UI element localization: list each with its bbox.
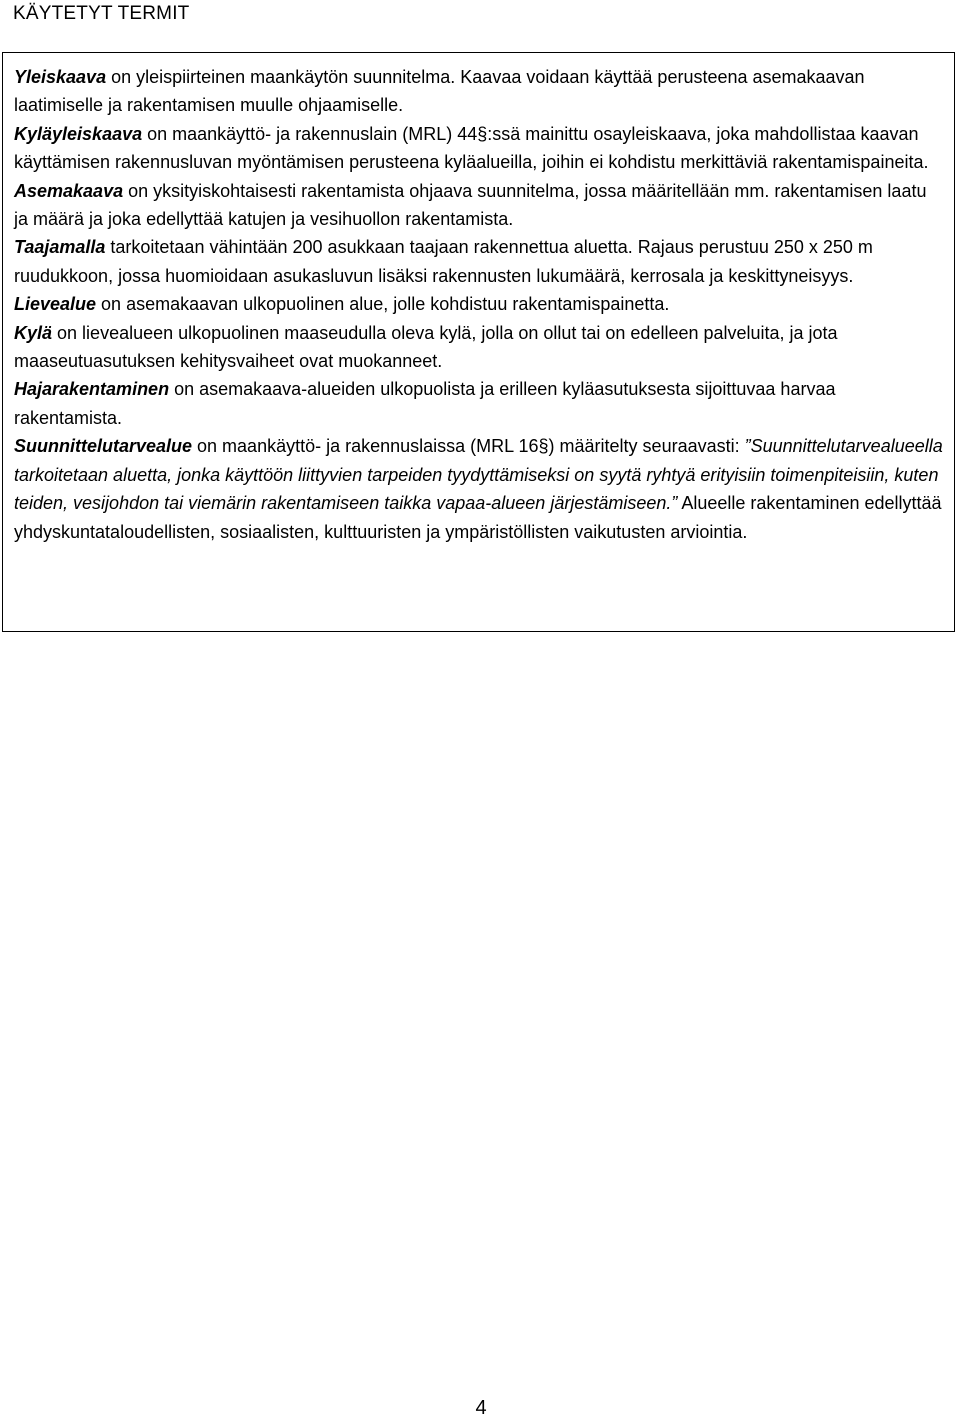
term-definition: on maankäyttö- ja rakennuslain (MRL) 44§:ssä mainittu osayleiskaava, joka mahdollistaa kaavan käyttämisen rakennusluvan myöntämisen perusteena kyläalueilla, joihin ei kohdistu merkittäviä rakentamispaineita. xyxy=(14,123,929,173)
term-word: Suunnittelutarvealue xyxy=(14,436,193,457)
term-entry-taajama xyxy=(14,233,944,290)
term-definition: on maankäyttö- ja rakennuslaissa (MRL 16§) määritelty seuraavasti: xyxy=(192,436,745,457)
term-entry-lievealue xyxy=(14,290,944,318)
page-number: 4 xyxy=(475,1397,487,1419)
term-word: Lievealue xyxy=(14,294,97,315)
term-entry-kylayleiskaava xyxy=(14,120,944,177)
term-word: Yleiskaava xyxy=(14,67,107,87)
term-definition: on yksityiskohtaisesti rakentamista ohjaava suunnitelma, jossa määritellään mm. rakentamisen laatu ja määrä ja joka edellyttää katujen ja vesihuollon rakentamista. xyxy=(14,180,927,230)
term-word: Kyläyleiskaava xyxy=(14,123,143,144)
term-entry-suunnittelutarvealue xyxy=(14,432,944,546)
term-definition: on lievealueen ulkopuolinen maaseudulla oleva kylä, jolla on ollut tai on edelleen palveluita, ja jota maaseutuasutuksen kehitysvaiheet ovat muokanneet. xyxy=(14,322,838,372)
term-word: Hajarakentaminen xyxy=(14,379,170,400)
term-definition-continued: Alueelle rakentaminen edellyttää yhdyskuntataloudellisten, sosiaalisten, kulttuuristen ja ympäristöllisten vaikutusten arviointia. xyxy=(14,493,942,542)
term-definition: tarkoitetaan vähintään 200 asukkaan taajaan rakennettua aluetta. Rajaus perustuu 250 x 250 m ruudukkoon, jossa huomioidaan asukasluvun lisäksi rakennusten lukumäärä, kerrosala ja keskittyneisyys. xyxy=(14,237,873,286)
term-entry-asemakaava xyxy=(14,177,944,234)
term-definition: on asemakaavan ulkopuolinen alue, jolle kohdistuu rakentamispainetta. xyxy=(96,294,670,315)
term-word: Asemakaava xyxy=(14,180,124,201)
term-word: Taajamalla xyxy=(14,237,106,258)
term-word: Kylä xyxy=(14,322,53,343)
law-quote: ”Suunnittelutarvealueella tarkoitetaan aluetta, jonka käyttöön liittyvien tarpeiden tyydyttämiseksi on syytä ryhtyä erityisiin toimenpiteisiin, kuten teiden, vesijohdon tai viemärin rakentamiseen taikka vapaa-alueen järjestämiseen.” xyxy=(14,436,943,514)
term-entry-yleiskaava xyxy=(14,63,944,120)
term-entry-hajarakentaminen xyxy=(14,375,944,432)
page-heading: KÄYTETYT TERMIT xyxy=(13,3,190,24)
terms-box xyxy=(2,52,955,632)
term-definition: on asemakaava-alueiden ulkopuolista ja erilleen kyläasutuksesta sijoittuvaa harvaa rakentamista. xyxy=(14,379,836,428)
term-entry-kyla xyxy=(14,319,944,376)
term-definition: on yleispiirteinen maankäytön suunnitelma. Kaavaa voidaan käyttää perusteena asemakaavan laatimiselle ja rakentamisen muulle ohjaamiselle. xyxy=(14,67,865,116)
